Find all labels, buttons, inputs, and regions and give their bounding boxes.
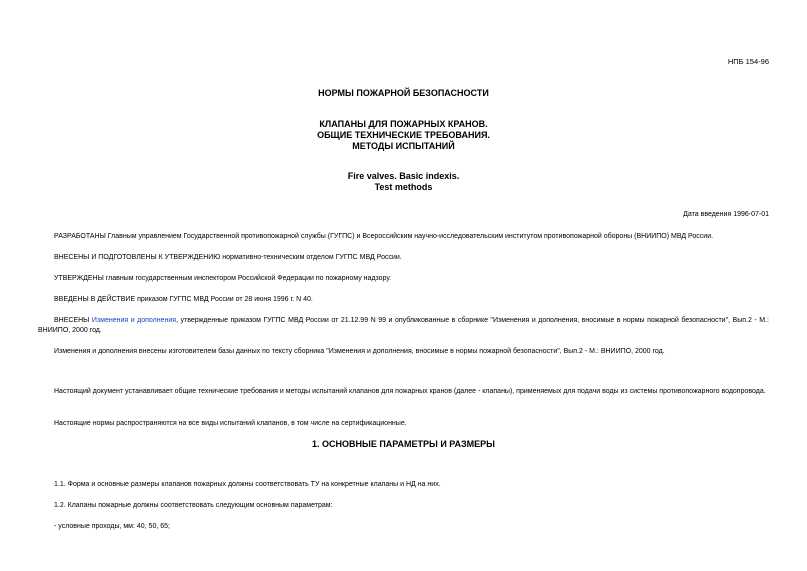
clause-1-1: 1.1. Форма и основные размеры клапанов пожарных должны соответствовать ТУ на конкретные клапаны и НД на них. xyxy=(54,481,441,488)
introduction-date: Дата введения 1996-07-01 xyxy=(683,211,769,218)
amendments-paragraph xyxy=(38,316,769,336)
document-title xyxy=(0,119,807,152)
approved-paragraph: УТВЕРЖДЕНЫ главным государственным инспектором Российской Федерации по пожарному надзору. xyxy=(54,275,392,282)
developed-paragraph: РАЗРАБОТАНЫ Главным управлением Государственной противопожарной службы (ГУГПС) и Всероссийским научно-исследовательским институтом противопожарной обороны (ВНИИПО) МВД России. xyxy=(54,233,714,240)
document-title-line: МЕТОДЫ ИСПЫТАНИЙ xyxy=(352,141,455,151)
scope-paragraph: Настоящий документ устанавливает общие технические требования и методы испытаний клапанов для пожарных кранов (далее - клапаны), применяемых для подачи воды из системы противопожарного водопровода. xyxy=(54,388,766,395)
applicability-paragraph: Настоящие нормы распространяются на все виды испытаний клапанов, в том числе на сертификационные. xyxy=(54,420,407,427)
document-code: НПБ 154-96 xyxy=(727,57,769,66)
main-title: НОРМЫ ПОЖАРНОЙ БЕЗОПАСНОСТИ xyxy=(318,88,489,98)
amendments-note-paragraph: Изменения и дополнения внесены изготовителем базы данных по тексту сборника "Изменения и дополнения, вносимые в нормы пожарной безопасности", Вып.2 - М.: ВНИИПО, 2000 год. xyxy=(54,348,665,355)
english-title xyxy=(0,171,807,193)
english-title-line: Test methods xyxy=(374,182,433,192)
clause-1-2: 1.2. Клапаны пожарные должны соответствовать следующим основным параметрам: xyxy=(54,502,333,509)
enacted-paragraph: ВВЕДЕНЫ В ДЕЙСТВИЕ приказом ГУГПС МВД России от 28 июня 1996 г. N 40. xyxy=(54,296,313,303)
section-heading: 1. ОСНОВНЫЕ ПАРАМЕТРЫ И РАЗМЕРЫ xyxy=(312,439,495,449)
english-title-line: Fire valves. Basic indexis. xyxy=(347,171,460,181)
amendments-link[interactable]: Изменения и дополнения xyxy=(91,317,177,324)
submitted-paragraph: ВНЕСЕНЫ И ПОДГОТОВЛЕНЫ К УТВЕРЖДЕНИЮ нормативно-техническим отделом ГУГПС МВД России. xyxy=(54,254,402,261)
amendments-prefix: ВНЕСЕНЫ xyxy=(54,317,92,324)
document-title-line: КЛАПАНЫ ДЛЯ ПОЖАРНЫХ КРАНОВ. xyxy=(319,119,488,129)
clause-list-item: - условные проходы, мм: 40, 50, 65; xyxy=(54,523,170,530)
document-title-line: ОБЩИЕ ТЕХНИЧЕСКИЕ ТРЕБОВАНИЯ. xyxy=(317,130,490,140)
amendments-text: , утвержденные приказом ГУГПС МВД России от 21.12.99 N 99 и опубликованные в сборнике "Изменения и дополнения, вносимые в нормы пожарной безопасности", Вып.2 - М.: ВНИИПО, 2000 год. xyxy=(38,317,769,334)
